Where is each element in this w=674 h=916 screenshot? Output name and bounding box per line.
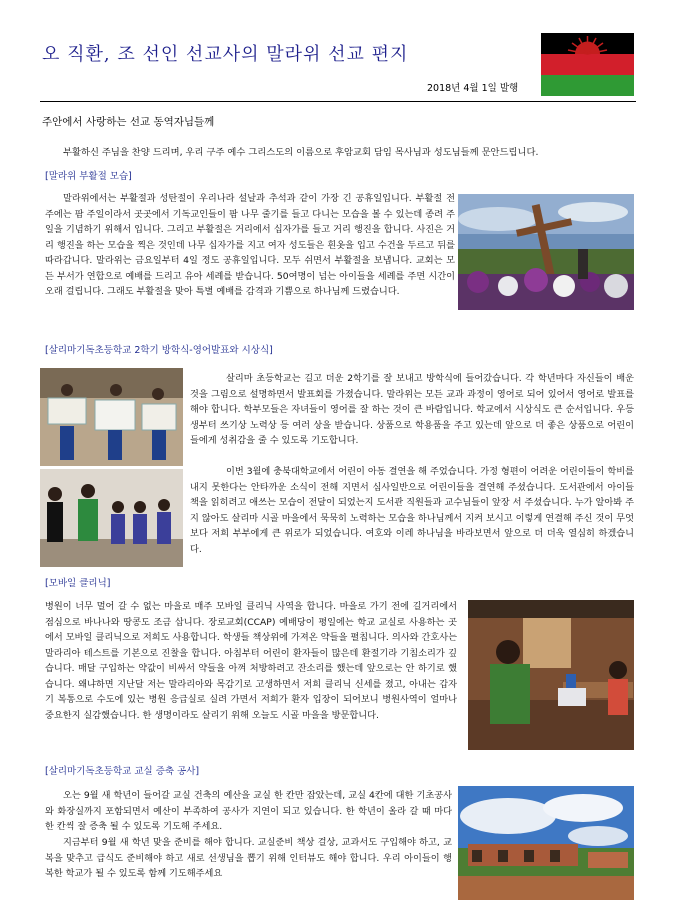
section-paragraph: 말라위에서는 부활절과 성탄절이 우리나라 설날과 추석과 같이 가장 긴 공휴일입니다. 부활절 전 주에는 팜 주일이라서 곳곳에서 기독교인들이 팜 나무 줄기를 들고 다니는 모습을 볼 수 있는데 종려 주일을 기념하기 위해서 입니다. 그리고 부활절은 거리에서 십자가를 들고 거리 행진을 합니다. 사진은 거리 행진을 하는 모습을 찍은 것인데 나무 십자가를 지고 여자 성도들은 흰옷을 입고 수건을 두르고 뒤를 따라갑니다. 말라위는 금요일부터 4일 정도 공휴일입니다. 모두 쉬면서 부활절을 보냅니다. 교회는 모든 부서가 연합으로 예배를 드리고 유아 세례를 받습니다. 50여명이 넘는 아이들을 세례를 주면 시간이 오래 걸립니다. 그래도 부활절을 맞아 특별 예배를 감격과 기쁨으로 하나님께 드렸습니다. (45, 193, 455, 297)
section-paragraph: 이번 3월에 충북대학교에서 어린이 아동 결연을 해 주었습니다. 가정 형편이 어려운 어린이들이 학비를 내지 못한다는 안타까운 소식이 전해 지면서 심사일반으로 어린이들을 결연해 주셨습니다. 도서관에서 아이들 책을 읽히려고 애쓰는 모습이 전달이 되었는지 도서관 직원들과 교수님들이 앞장 서 주셨습니다. 누가 알아봐 주지 않아도 살리마 시골 마을에서 묵묵히 노력하는 모습을 하나님께서 지켜 보시고 이렇게 연결해 주신 것이 무엇보다 저희 부부에게 큰 위로가 되었습니다. 여호와 이레 하나님을 바라보면서 앞으로 더 더욱 열심히 하겠습니다. (190, 466, 634, 555)
section-heading-mobile-clinic: [모바일 클리닉] (45, 578, 111, 589)
section-heading-classroom-construction: [살리마기독초등학교 교실 증축 공사] (45, 766, 200, 777)
section-paragraph: 지금부터 9월 새 학년 맞을 준비를 해야 합니다. 교실준비 책상 걸상, 교과서도 구입해야 하고, 교복을 맞추고 급식도 준비해야 하고 새로 선생님을 뽑기 위해 인터뷰도 해야 합니다. 우리 아이들이 행복한 학교가 될 수 있도록 함께 기도해주세요 (45, 837, 452, 879)
easter-procession-photo (458, 194, 634, 310)
mobile-clinic-photo (468, 600, 634, 750)
newsletter-title: 오 직환, 조 선인 선교사의 말라위 선교 편지 (42, 44, 409, 65)
intro-text: 부활하신 주님을 찬양 드리며, 우리 구주 예수 그리스도의 이름으로 후암교회 담임 목사님과 성도님들께 문안드립니다. (63, 147, 539, 158)
section-paragraph: 병원이 너무 멀어 갈 수 없는 마을로 매주 모바일 클리닉 사역을 합니다. 마을로 가기 전에 길거리에서 점심으로 바나나와 땅콩도 조금 삽니다. 장로교회(CCAP) 예배당이 평일에는 학교 교실로 사용하는 곳에서 모바일 클리닉으로 저희도 사용합니다. 학생들 책상위에 가져온 약들을 펼칩니다. 의사와 간호사는 말라리아 테스트를 기본으로 진찰을 합니다. 아침부터 어린이 환자들이 많은데 환절기라 기침소리가 깊습니다. 매달 구입하는 약값이 비싸서 약들을 아껴 처방하려고 잔소리를 했는데 앞으로는 안 하기로 했습니다. 왜냐하면 지난달 저는 말라리아와 목감기로 고생하면서 저희 클리닉 신세를 졌고, 아내는 갑자기 복통으로 수도에 있는 병원 응급실로 실려 가면서 저희가 환자 입장이 되어보니 병원사역이 얼마나 중요한지 실감했습니다. 한 생명이라도 살리기 위해 오늘도 시골 마을을 방문합니다. (45, 601, 457, 721)
section-paragraph: 오는 9월 새 학년이 들어갈 교실 건축의 예산을 교실 한 칸만 잡았는데, 교실 4칸에 대한 기초공사와 화장실까지 포함되면서 예산이 부족하여 공사가 지연이 되고 있습니다. 한 학년이 올라 갈 때 마다 한 칸씩 잘 증축 될 수 있도록 기도해 주세요. (45, 790, 452, 832)
section-paragraph: 살리마 초등학교는 길고 더운 2학기를 잘 보내고 방학식에 들어갔습니다. 각 학년마다 자신들이 배운 것을 그림으로 설명하면서 발표회를 가졌습니다. 말라위는 모든 교과 과정이 영어로 되어 있어서 영어로 발표를 해야 합니다. 학부모들은 자녀들이 영어를 잘 하는 것이 큰 바람입니다. 학교에서 시상식도 큰 순서입니다. 우등생부터 쓰기상 노력상 등 여러 상을 받습니다. 상품으로 학용품을 주고 있는데 앞으로 더 좋은 상품으로 어린이들에게 성취감을 줄 수 있도록 기도합니다. (190, 373, 634, 446)
header-divider (40, 101, 636, 102)
classroom-construction-photo (458, 786, 634, 900)
award-ceremony-photo (40, 469, 183, 567)
malawi-flag-icon (541, 33, 634, 96)
greeting: 주안에서 사랑하는 선교 동역자님들께 (42, 116, 215, 128)
section-heading-easter: [말라위 부활절 모습] (45, 171, 132, 182)
school-presentation-photo (40, 368, 183, 466)
issue-date: 2018년 4월 1일 발행 (427, 83, 519, 94)
section-heading-school-ceremony: [살리마기독초등학교 2학기 방학식-영어발표와 시상식] (45, 345, 273, 356)
